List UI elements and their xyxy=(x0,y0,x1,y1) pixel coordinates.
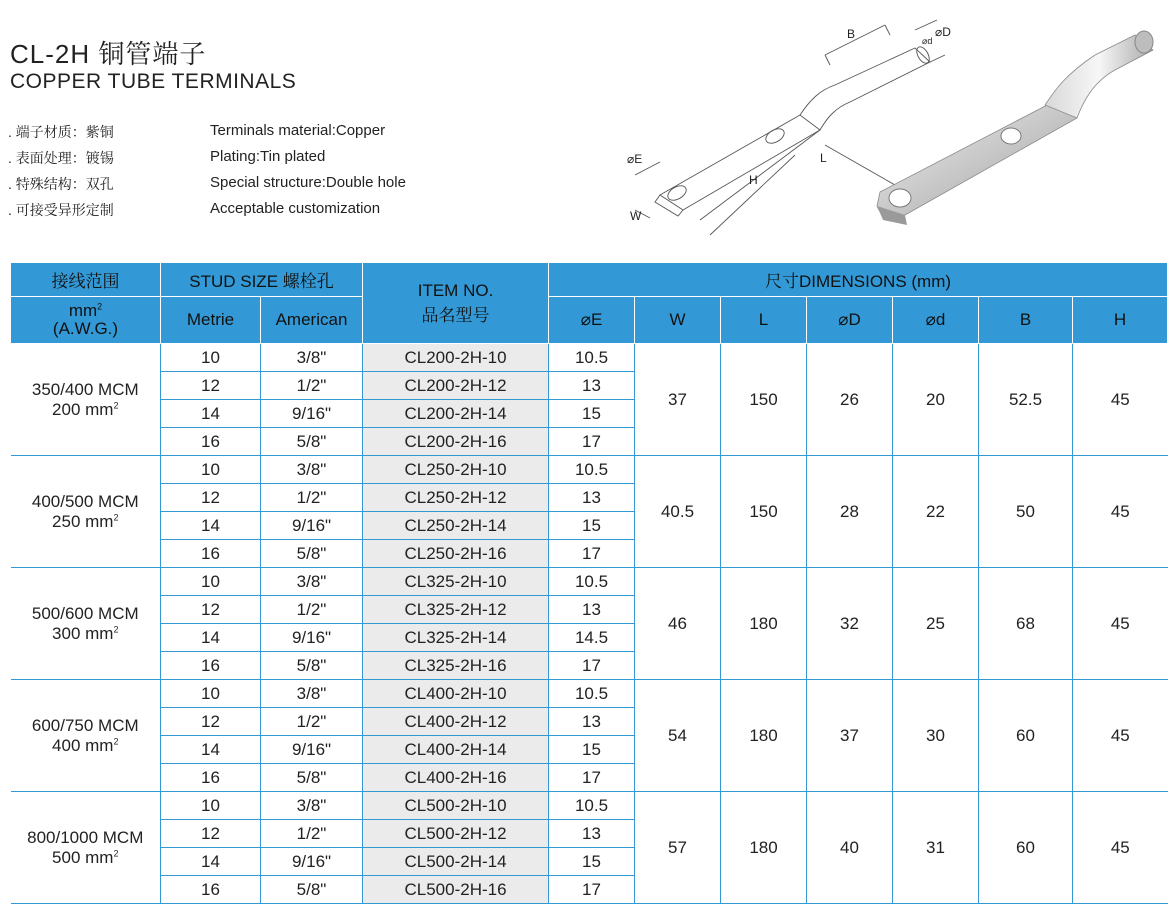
range-mm: 400 mm xyxy=(52,735,114,755)
spec-material-en: Terminals material:Copper xyxy=(210,122,386,139)
specification-table xyxy=(10,262,1168,904)
dim-d-large-cell: 28 xyxy=(807,456,893,568)
dim-e-cell: 10.5 xyxy=(549,792,635,820)
item-number-cell: CL200-2H-10 xyxy=(363,344,549,372)
dim-l-cell: 180 xyxy=(721,680,807,792)
dim-e-cell: 15 xyxy=(549,400,635,428)
spec-structure-en: Special structure:Double hole xyxy=(210,174,406,191)
dim-e-cell: 17 xyxy=(549,428,635,456)
dim-e-cell: 10.5 xyxy=(549,456,635,484)
range-mm: 200 mm xyxy=(52,399,114,419)
wire-range-cell: 600/750 MCM 400 $mm^2$ xyxy=(11,680,161,792)
item-number-cell: CL250-2H-10 xyxy=(363,456,549,484)
header-h: H xyxy=(1073,297,1168,344)
dim-e-cell: 14.5 xyxy=(549,624,635,652)
metric-size-cell: 12 xyxy=(161,372,261,400)
table-row xyxy=(11,680,1168,708)
american-size-cell: 3/8" xyxy=(261,792,363,820)
dim-l-cell: 150 xyxy=(721,344,807,456)
dim-w-cell: 57 xyxy=(635,792,721,904)
dim-h-cell: 45 xyxy=(1073,680,1168,792)
dim-e-cell: 17 xyxy=(549,764,635,792)
dim-w-cell: 46 xyxy=(635,568,721,680)
dim-l-cell: 180 xyxy=(721,792,807,904)
wire-range-cell: 400/500 MCM 250 $mm^2$ xyxy=(11,456,161,568)
american-size-cell: 5/8" xyxy=(261,764,363,792)
range-mm: 500 mm xyxy=(52,847,114,867)
spec-custom-en: Acceptable customization xyxy=(210,200,381,217)
range-mcm: 350/400 MCM xyxy=(31,379,139,399)
dim-e-cell: 17 xyxy=(549,876,635,904)
dim-b-cell: 60 xyxy=(979,792,1073,904)
metric-size-cell: 16 xyxy=(161,764,261,792)
item-number-cell: CL500-2H-14 xyxy=(363,848,549,876)
range-mcm: 600/750 MCM xyxy=(31,715,139,735)
item-number-cell: CL500-2H-16 xyxy=(363,876,549,904)
dim-d-large-cell: 26 xyxy=(807,344,893,456)
header-range-unit: $mm^2$ (A.W.G.) xyxy=(11,297,161,344)
header-d-small: ⌀d xyxy=(893,297,979,344)
wire-range-cell: 350/400 MCM 200 $mm^2$ xyxy=(11,344,161,456)
american-size-cell: 9/16" xyxy=(261,512,363,540)
table-row xyxy=(11,344,1168,372)
dim-e-cell: 13 xyxy=(549,484,635,512)
dim-e-cell: 10.5 xyxy=(549,344,635,372)
metric-size-cell: 12 xyxy=(161,820,261,848)
header-item-no xyxy=(363,263,549,344)
american-size-cell: 9/16" xyxy=(261,848,363,876)
metric-size-cell: 14 xyxy=(161,624,261,652)
american-size-cell: 5/8" xyxy=(261,876,363,904)
metric-size-cell: 12 xyxy=(161,708,261,736)
diagram-label-e: ⌀E xyxy=(627,152,643,166)
dim-e-cell: 17 xyxy=(549,652,635,680)
table-row xyxy=(11,792,1168,820)
dim-e-cell: 15 xyxy=(549,512,635,540)
metric-size-cell: 16 xyxy=(161,652,261,680)
page-title-en: COPPER TUBE TERMINALS xyxy=(10,70,297,93)
range-mcm: 800/1000 MCM xyxy=(27,827,144,847)
american-size-cell: 1/2" xyxy=(261,484,363,512)
dim-h-cell: 45 xyxy=(1073,568,1168,680)
dim-e-cell: 13 xyxy=(549,596,635,624)
item-number-cell: CL325-2H-16 xyxy=(363,652,549,680)
dim-l-cell: 150 xyxy=(721,456,807,568)
diagram-label-d-large: ⌀D xyxy=(935,25,951,39)
spec-structure-cn: . 特殊结构：双孔 xyxy=(8,176,114,192)
metric-size-cell: 16 xyxy=(161,876,261,904)
dim-e-cell: 17 xyxy=(549,540,635,568)
metric-size-cell: 14 xyxy=(161,736,261,764)
metric-size-cell: 10 xyxy=(161,680,261,708)
diagram-label-b: B xyxy=(847,27,856,41)
item-number-cell: CL325-2H-10 xyxy=(363,568,549,596)
wire-range-cell: 800/1000 MCM 500 $mm^2$ xyxy=(11,792,161,904)
dim-b-cell: 52.5 xyxy=(979,344,1073,456)
item-number-cell: CL500-2H-12 xyxy=(363,820,549,848)
dim-e-cell: 13 xyxy=(549,708,635,736)
range-mcm: 500/600 MCM xyxy=(31,603,139,623)
metric-size-cell: 10 xyxy=(161,792,261,820)
diagram-label-d-small: ⌀d xyxy=(922,36,933,46)
header-w: W xyxy=(635,297,721,344)
american-size-cell: 5/8" xyxy=(261,652,363,680)
dim-e-cell: 13 xyxy=(549,372,635,400)
dim-w-cell: 40.5 xyxy=(635,456,721,568)
range-mcm: 400/500 MCM xyxy=(31,491,139,511)
item-number-cell: CL400-2H-12 xyxy=(363,708,549,736)
dim-b-cell: 50 xyxy=(979,456,1073,568)
american-size-cell: 3/8" xyxy=(261,344,363,372)
american-size-cell: 1/2" xyxy=(261,820,363,848)
metric-size-cell: 10 xyxy=(161,456,261,484)
metric-size-cell: 12 xyxy=(161,596,261,624)
american-size-cell: 9/16" xyxy=(261,736,363,764)
item-number-cell: CL325-2H-12 xyxy=(363,596,549,624)
terminal-photo xyxy=(877,31,1153,225)
metric-size-cell: 10 xyxy=(161,344,261,372)
dim-h-cell: 45 xyxy=(1073,792,1168,904)
header-range-awg: (A.W.G.) xyxy=(52,319,119,338)
item-number-cell: CL200-2H-12 xyxy=(363,372,549,400)
metric-size-cell: 14 xyxy=(161,848,261,876)
dim-l-cell: 180 xyxy=(721,568,807,680)
dim-h-cell: 45 xyxy=(1073,344,1168,456)
american-size-cell: 9/16" xyxy=(261,624,363,652)
header-dimensions: 尺寸DIMENSIONS (mm) xyxy=(549,263,1168,297)
item-number-cell: CL250-2H-14 xyxy=(363,512,549,540)
spec-material-cn: . 端子材质：紫铜 xyxy=(8,124,114,140)
item-number-cell: CL400-2H-16 xyxy=(363,764,549,792)
header-b: B xyxy=(979,297,1073,344)
dim-e-cell: 10.5 xyxy=(549,568,635,596)
metric-size-cell: 10 xyxy=(161,568,261,596)
dim-e-cell: 13 xyxy=(549,820,635,848)
metric-size-cell: 16 xyxy=(161,540,261,568)
header-stud-size: STUD SIZE 螺栓孔 xyxy=(161,263,363,297)
table-row xyxy=(11,456,1168,484)
american-size-cell: 3/8" xyxy=(261,568,363,596)
spec-plating-en: Plating:Tin plated xyxy=(210,148,326,165)
header-item-cn: 品名型号 xyxy=(421,305,490,325)
american-size-cell: 5/8" xyxy=(261,428,363,456)
diagram-label-l: L xyxy=(820,151,827,165)
american-size-cell: 1/2" xyxy=(261,596,363,624)
item-number-cell: CL400-2H-10 xyxy=(363,680,549,708)
dim-w-cell: 37 xyxy=(635,344,721,456)
dim-d-small-cell: 22 xyxy=(893,456,979,568)
dim-e-cell: 15 xyxy=(549,736,635,764)
header-item-en: ITEM NO. xyxy=(417,280,494,300)
range-mm: 250 mm xyxy=(52,511,114,531)
dim-d-large-cell: 32 xyxy=(807,568,893,680)
american-size-cell: 1/2" xyxy=(261,372,363,400)
metric-size-cell: 16 xyxy=(161,428,261,456)
header-e: ⌀E xyxy=(549,297,635,344)
table-row xyxy=(11,568,1168,596)
dim-d-small-cell: 30 xyxy=(893,680,979,792)
dim-b-cell: 68 xyxy=(979,568,1073,680)
item-number-cell: CL325-2H-14 xyxy=(363,624,549,652)
header-american: American xyxy=(261,297,363,344)
american-size-cell: 3/8" xyxy=(261,456,363,484)
header-d-large: ⌀D xyxy=(807,297,893,344)
dim-d-small-cell: 20 xyxy=(893,344,979,456)
dim-h-cell: 45 xyxy=(1073,456,1168,568)
american-size-cell: 3/8" xyxy=(261,680,363,708)
item-number-cell: CL400-2H-14 xyxy=(363,736,549,764)
american-size-cell: 1/2" xyxy=(261,708,363,736)
item-number-cell: CL500-2H-10 xyxy=(363,792,549,820)
diagram-label-h: H xyxy=(749,173,758,187)
diagram-label-w: W xyxy=(630,209,642,223)
dim-b-cell: 60 xyxy=(979,680,1073,792)
header-metric: Metrie xyxy=(161,297,261,344)
metric-size-cell: 14 xyxy=(161,512,261,540)
header-l: L xyxy=(721,297,807,344)
dim-d-small-cell: 25 xyxy=(893,568,979,680)
american-size-cell: 5/8" xyxy=(261,540,363,568)
spec-plating-cn: . 表面处理：镀锡 xyxy=(8,150,114,166)
header-range-mm: mm xyxy=(68,301,98,320)
dim-e-cell: 10.5 xyxy=(549,680,635,708)
item-number-cell: CL250-2H-12 xyxy=(363,484,549,512)
page-title-cn: CL-2H 铜管端子 xyxy=(10,39,207,69)
range-mm: 300 mm xyxy=(52,623,114,643)
item-number-cell: CL250-2H-16 xyxy=(363,540,549,568)
terminal-diagram xyxy=(615,10,1165,250)
american-size-cell: 9/16" xyxy=(261,400,363,428)
spec-custom-cn: . 可接受异形定制 xyxy=(8,202,114,218)
header-range-cn: 接线范围 xyxy=(11,263,161,297)
dim-e-cell: 15 xyxy=(549,848,635,876)
dim-d-small-cell: 31 xyxy=(893,792,979,904)
item-number-cell: CL200-2H-14 xyxy=(363,400,549,428)
dim-w-cell: 54 xyxy=(635,680,721,792)
item-number-cell: CL200-2H-16 xyxy=(363,428,549,456)
dim-d-large-cell: 40 xyxy=(807,792,893,904)
wire-range-cell: 500/600 MCM 300 $mm^2$ xyxy=(11,568,161,680)
dim-d-large-cell: 37 xyxy=(807,680,893,792)
metric-size-cell: 14 xyxy=(161,400,261,428)
metric-size-cell: 12 xyxy=(161,484,261,512)
